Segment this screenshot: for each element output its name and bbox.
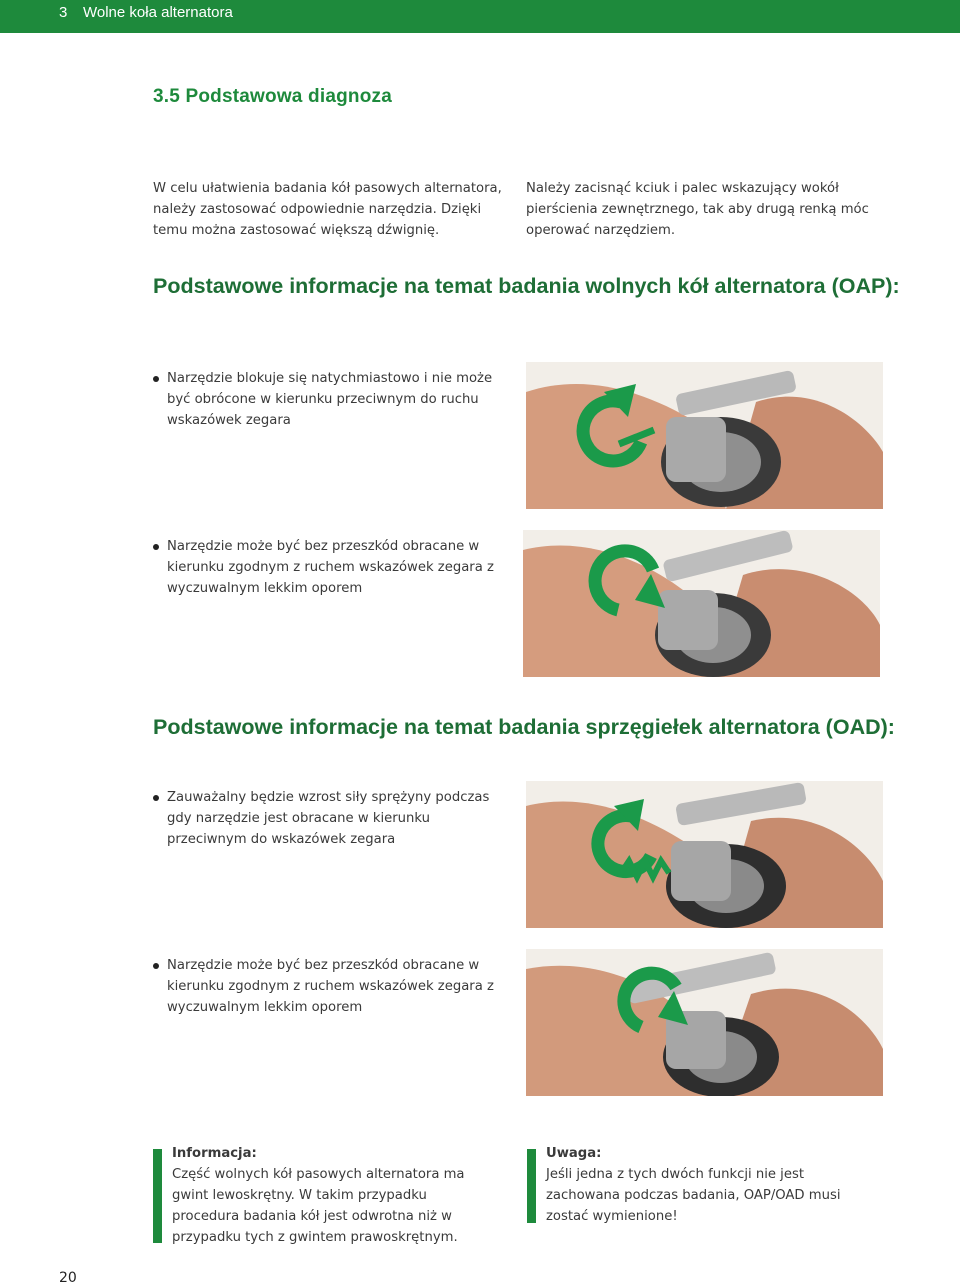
info-note-stripe <box>153 1149 162 1243</box>
bullet-text: Narzędzie może być bez przeszkód obracane w kierunku zgodnym z ruchem wskazówek zegara z wyczuwalnym lekkim oporem <box>167 958 494 1015</box>
bullet-dot <box>153 376 159 382</box>
intro-left-paragraph: W celu ułatwienia badania kół pasowych alternatora, należy zastosować odpowiednie narzędzia. Dzięki temu można zastosować większą dźwignię. <box>153 181 502 238</box>
bullet-dot <box>153 795 159 801</box>
bullet-text: Narzędzie blokuje się natychmiastowo i nie może być obrócone w kierunku przeciwnym do ruchu wskazówek zegara <box>167 371 493 428</box>
info-note-text: Część wolnych kół pasowych alternatora ma gwint lewoskrętny. W takim przypadku procedura badania kół jest odwrotna niż w przypadku tych z gwintem prawoskrętnym. <box>172 1167 465 1245</box>
chapter-number: 3 <box>59 4 68 21</box>
page-number: 20 <box>59 1270 77 1286</box>
chapter-title: Wolne koła alternatora <box>83 4 233 21</box>
warning-note-stripe <box>527 1149 536 1223</box>
oad-photo-counterclockwise <box>526 781 883 928</box>
oad-photo-clockwise <box>526 949 883 1096</box>
oad-heading: Podstawowe informacje na temat badania sprzęgiełek alternatora (OAD): <box>153 715 895 739</box>
bullet-text: Narzędzie może być bez przeszkód obracane w kierunku zgodnym z ruchem wskazówek zegara z wyczuwalnym lekkim oporem <box>167 539 494 596</box>
oap-photo-counterclockwise <box>526 362 883 509</box>
bullet-dot <box>153 544 159 550</box>
oad-bullet-2 <box>153 955 503 1018</box>
warning-note <box>527 1143 872 1227</box>
section-title: 3.5 Podstawowa diagnoza <box>153 86 392 107</box>
oad-bullet-1 <box>153 787 503 850</box>
oap-heading: Podstawowe informacje na temat badania wolnych kół alternatora (OAP): <box>153 274 900 298</box>
bullet-text: Zauważalny będzie wzrost siły sprężyny podczas gdy narzędzie jest obracane w kierunku przeciwnym do wskazówek zegara <box>167 790 490 847</box>
intro-right-paragraph: Należy zacisnąć kciuk i palec wskazujący wokół pierścienia zewnętrznego, tak aby drugą renką móc operować narzędziem. <box>526 181 869 238</box>
oap-bullet-2 <box>153 536 503 599</box>
info-note <box>153 1143 498 1248</box>
chapter-header-bar <box>0 0 960 33</box>
warning-note-label: Uwaga: <box>546 1146 602 1161</box>
bullet-dot <box>153 963 159 969</box>
oap-bullet-1 <box>153 368 503 431</box>
warning-note-text: Jeśli jedna z tych dwóch funkcji nie jest zachowana podczas badania, OAP/OAD musi zostać wymienione! <box>546 1167 841 1224</box>
oap-photo-clockwise <box>523 530 880 677</box>
info-note-label: Informacja: <box>172 1146 257 1161</box>
